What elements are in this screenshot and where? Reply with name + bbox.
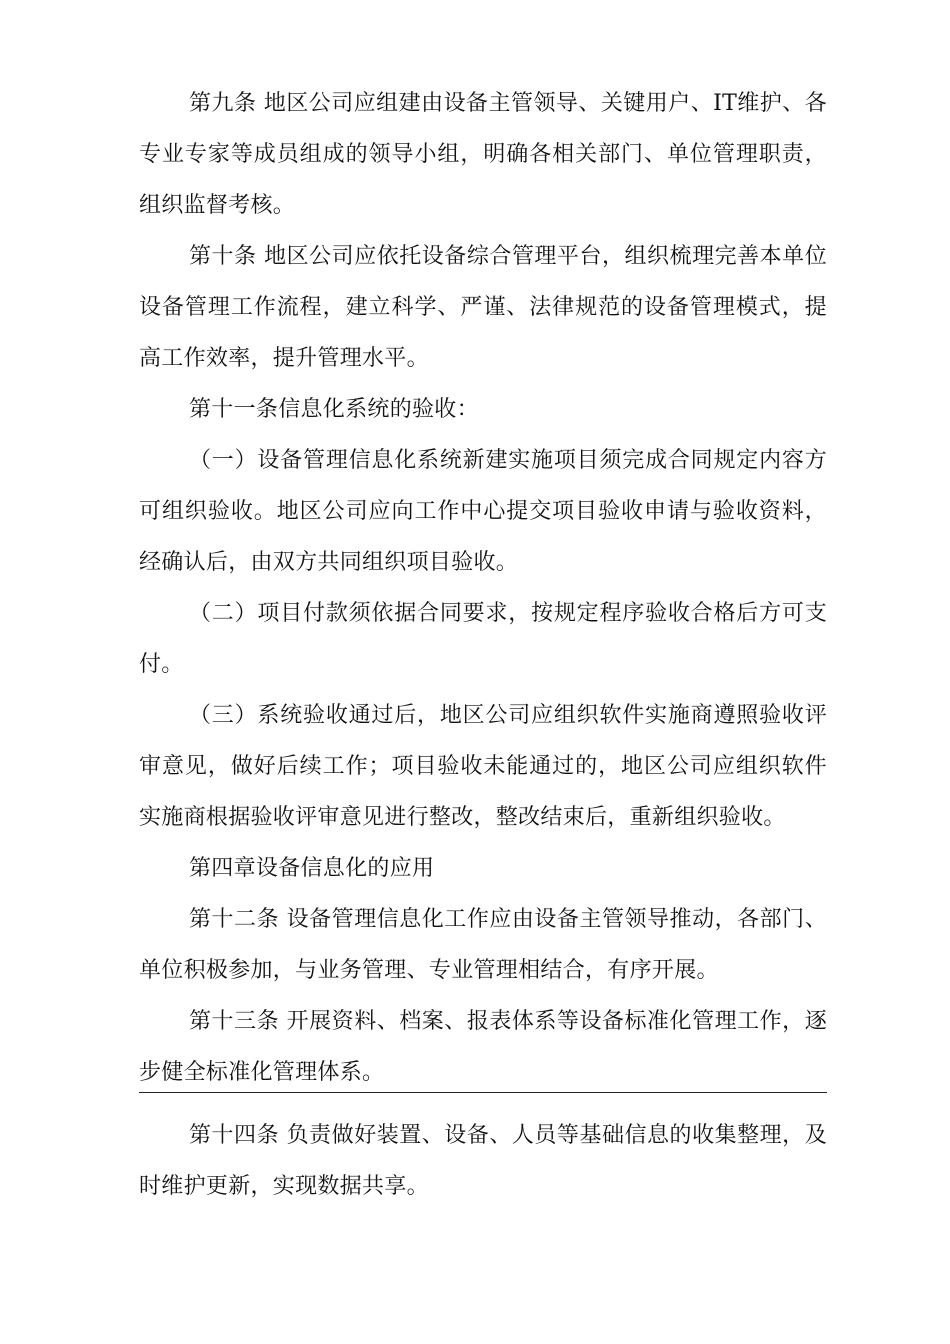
- article-11-heading: 第十一条信息化系统的验收：: [189, 397, 479, 422]
- article-11-item-1: （一）设备管理信息化系统新建实施项目须完成合同规定内容方可组织验收。地区公司应向工作中心提交项目验收申请与验收资料，经确认后，由双方共同组织项目验收。: [139, 448, 827, 575]
- article-9-paragraph: 第九条 地区公司应组建由设备主管领导、关键用户、IT维护、各专业专家等成员组成的领导小组，明确各相关部门、单位管理职责，组织监督考核。: [139, 91, 827, 218]
- article-14-paragraph: 第十四条 负责做好装置、设备、人员等基础信息的收集整理，及时维护更新，实现数据共享。: [139, 1123, 827, 1199]
- article-11-item-2: （二）项目付款须依据合同要求，按规定程序验收合格后方可支付。: [139, 601, 827, 677]
- article-10-paragraph: 第十条 地区公司应依托设备综合管理平台，组织梳理完善本单位设备管理工作流程，建立科学、严谨、法律规范的设备管理模式，提高工作效率，提升管理水平。: [139, 244, 827, 371]
- next-page: [139, 1110, 827, 1212]
- document-page: [139, 78, 827, 1098]
- article-13-paragraph: 第十三条 开展资料、档案、报表体系等设备标准化管理工作，逐步健全标准化管理体系。: [139, 1009, 827, 1085]
- chapter-4-heading: 第四章设备信息化的应用: [189, 856, 435, 881]
- page-divider: [139, 1092, 827, 1093]
- article-12-paragraph: 第十二条 设备管理信息化工作应由设备主管领导推动，各部门、单位积极参加，与业务管理、专业管理相结合，有序开展。: [139, 907, 827, 983]
- article-11-item-3: （三）系统验收通过后，地区公司应组织软件实施商遵照验收评审意见，做好后续工作；项目验收未能通过的，地区公司应组织软件实施商根据验收评审意见进行整改，整改结束后，重新组织验收。: [139, 703, 827, 830]
